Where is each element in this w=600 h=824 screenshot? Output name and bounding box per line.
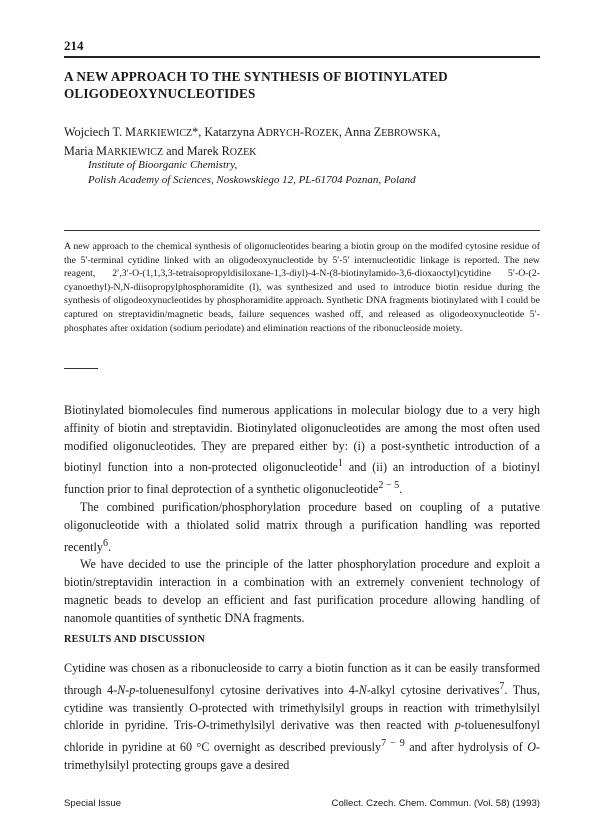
citation: 7	[499, 680, 505, 692]
author-text: ,	[437, 125, 441, 139]
paragraph	[64, 402, 540, 499]
author-text: -R	[300, 125, 313, 139]
footer-citation: Collect. Czech. Chem. Commun. (Vol. 58) (1993)	[331, 798, 540, 809]
text-run: . Thus, cytidine was transiently O-protected with trimethylsilyl groups in reaction with trimethylsilyl chloride in pyridine. Tris-	[64, 682, 540, 733]
page-number: 214	[64, 38, 84, 53]
text-run: -alkyl cytosine derivatives	[366, 682, 500, 697]
author-text: , Anna Z	[338, 125, 382, 139]
text-run: -toluenesulfonyl chloride in pyridine at 60 °C overnight as described previously	[64, 718, 540, 755]
text-run: N	[358, 682, 367, 697]
text-run: p	[454, 718, 461, 733]
citation: 1	[337, 458, 343, 470]
author-text: ARKIEWICZ	[136, 128, 193, 139]
paragraph	[64, 499, 540, 556]
text-run: O	[527, 740, 536, 755]
abstract: A new approach to the chemical synthesis of oligonucleotides bearing a biotin group on the modifed cytosine residue of the 5′-terminal cytidine linked with an oligodeoxynucleotide by 5′-5′ internucleotidic linkage is reported. The new reagent, 2′,3′-O-(1,1,3,3-tetraisopropyldisiloxane-1,3-diyl)-4-N-(8-biotinylamido-3,6-dioxaoctyl)cytidine 5′-O-(2-cyanoethyl)-N,N-diisopropylphosphoramidite (I), was synthesized and used to introduce biotin residue during the synthesis of oligodeoxynucleotides by phosphoramidite approach. Synthetic DNA fragments biotinylated with I could be captured on streptavidin/magnetic beads, failure sequences washed off, and released as oligodeoxynucleotide 5′-phosphates after oxidation (sodium periodate) and elimination reactions of the ribonucleoside moiety.	[64, 241, 540, 334]
author-text: *, Katarzyna A	[192, 125, 266, 139]
author-text: EBROWSKA	[381, 128, 438, 139]
text-run: -trimethylsilyl protecting groups gave a desired	[64, 740, 540, 773]
text-run: Cytidine was chosen as a ribonucleoside to carry a biotin function as it can be easily transformed through 4-	[64, 661, 540, 697]
author-list	[64, 124, 540, 161]
header-rule	[64, 56, 540, 58]
abstract-rule	[64, 230, 540, 231]
citation: 7 − 9	[381, 738, 405, 750]
author-text: OZEK	[229, 146, 257, 158]
text-run: and (ii) an introduction of a biotinyl function prior to final deprotection of a synthetic oligonucleotide	[64, 460, 540, 497]
text-run: -toluenesulfonyl cytosine derivatives into 4-	[135, 682, 359, 697]
author-text: OZEK	[312, 128, 339, 139]
author-text: Maria M	[64, 143, 107, 158]
abstract-end-rule	[64, 368, 98, 369]
results-paragraph	[64, 660, 540, 775]
text-run: Biotinylated biomolecules find numerous applications in molecular biology due to a very high affinity of biotin and streptavidin. Biotinylated oligonucleotides are among the most often used modified oligonucleotides. They are prepared either by: (i) a post-synthetic introduction of a biotinyl function into a non-protected oligonucleotide	[64, 403, 540, 475]
section-heading: RESULTS AND DISCUSSION	[64, 634, 205, 645]
article-title: A NEW APPROACH TO THE SYNTHESIS OF BIOTINYLATED OLIGODEOXYNUCLEOTIDES	[64, 69, 448, 101]
citation: 2 − 5	[378, 480, 400, 492]
text-run: .	[399, 482, 403, 497]
text-run: O	[196, 718, 206, 733]
text-run: and after hydrolysis of	[404, 740, 528, 755]
text-run: -trimethylsilyl derivative was then reacted with	[205, 718, 455, 733]
text-run: N-p	[117, 682, 136, 697]
affiliation-line: Polish Academy of Sciences, Noskowskiego 12, PL-61704 Poznan, Poland	[88, 174, 416, 186]
author-text: Wojciech T. M	[64, 125, 137, 139]
affiliation-line: Institute of Bioorganic Chemistry,	[88, 159, 238, 171]
text-run: .	[108, 539, 112, 554]
introduction	[64, 402, 540, 628]
citation: 6	[102, 537, 108, 549]
text-run: The combined purification/phosphorylation procedure based on coupling of a putative oligonucleotide with a thiolated solid matrix through a purification handling was reported recently	[64, 500, 540, 554]
author-text: and Marek R	[163, 143, 230, 158]
footer-issue: Special Issue	[64, 798, 122, 809]
author-text: DRYCH	[265, 128, 301, 139]
affiliation	[88, 158, 540, 188]
author-text: ARKIEWICZ	[106, 146, 164, 158]
paragraph: We have decided to use the principle of the latter phosphorylation procedure and exploit a biotin/streptavidin interaction in a combination with an extremely convenient technology of magnetic beads to develop an efficient and fast purification procedure allowing handling of nanomole quantities of synthetic DNA fragments.	[64, 557, 540, 625]
